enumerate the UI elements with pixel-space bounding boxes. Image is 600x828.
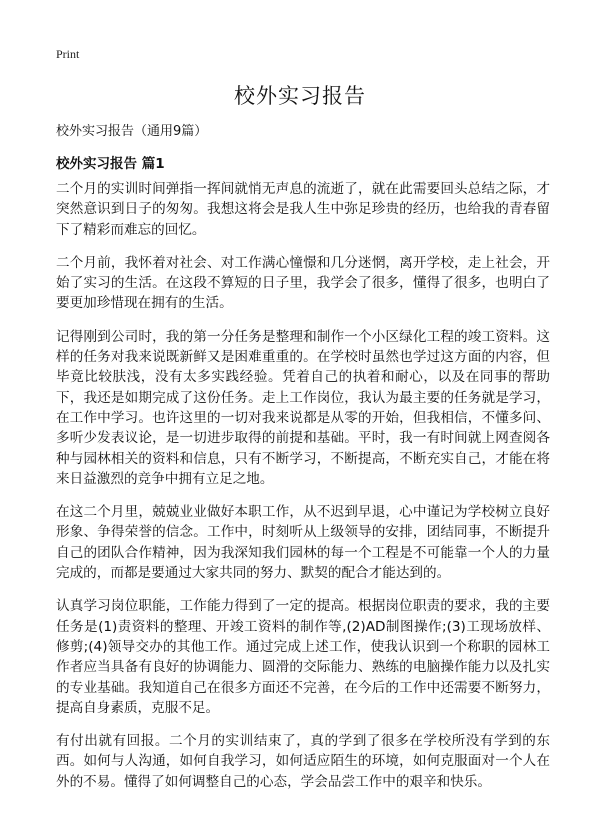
paragraph-4: 在这二个月里，兢兢业业做好本职工作，从不迟到早退，心中谨记为学校树立良好形象、争得荣誉的信念。工作中，时刻听从上级领导的安排，团结同事，不断提升自己的团队合作精神，因为我深知我们园林的每一个工程是不可能靠一个人的力量完成的，而都是要通过大家共同的努力、默契的配合才能达到的。 bbox=[56, 504, 550, 582]
print-link[interactable]: Print bbox=[56, 47, 80, 61]
section-heading: 校外实习报告 篇1 bbox=[56, 156, 165, 172]
paragraph-5: 认真学习岗位职能，工作能力得到了一定的提高。根据岗位职责的要求，我的主要任务是(1)责资料的整理、开竣工资料的制作等,(2)AD制图操作;(3)工现场放样、修剪;(4)领导交办的其他工作。通过完成上述工作，使我认识到一个称职的园林工作者应当具备有良好的协调能力、圆滑的交际能力、熟练的电脑操作能力以及扎实的专业基础。我知道自己在很多方面还不完善，在今后的工作中还需要不断努力，提高自身素质，克服不足。 bbox=[56, 598, 550, 716]
article-body bbox=[56, 179, 550, 805]
paragraph-1: 二个月的实训时间弹指一挥间就悄无声息的流逝了，就在此需要回头总结之际，才突然意识到日子的匆匆。我想这将会是我人生中弥足珍贵的经历，也给我的青春留下了精彩而难忘的回忆。 bbox=[56, 181, 550, 238]
document-subtitle: 校外实习报告（通用9篇） bbox=[56, 124, 208, 139]
paragraph-6: 有付出就有回报。二个月的实训结束了，真的学到了很多在学校所没有学到的东西。如何与人沟通，如何自我学习，如何适应陌生的环境，如何克服面对一个人在外的不易。懂得了如何调整自己的心态，学会品尝工作中的艰辛和快乐。 bbox=[56, 733, 550, 790]
paragraph-2: 二个月前，我怀着对社会、对工作满心憧憬和几分迷惘，离开学校，走上社会，开始了实习的生活。在这段不算短的日子里，我学会了很多，懂得了很多，也明白了要更加珍惜现在拥有的生活。 bbox=[56, 254, 550, 312]
page-title: 校外实习报告 bbox=[234, 84, 366, 108]
paragraph-3: 记得刚到公司时，我的第一分任务是整理和制作一个小区绿化工程的竣工资料。这样的任务对我来说既新鲜又是困难重重的。在学校时虽然也学过这方面的内容，但毕竟比较肤浅，没有太多实践经验。凭着自己的执着和耐心，以及在同事的帮助下，我还是如期完成了这份任务。走上工作岗位，我认为最主要的任务就是学习，在工作中学习。也许这里的一切对我来说都是从零的开始，但我相信，不懂多问、多听少发表议论，是一切进步取得的前提和基础。平时，我一有时间就上网查阅各种与园林相关的资料和信息，只有不断学习，不断提高，不断充实自己，才能在将来日益激烈的竞争中拥有立足之地。 bbox=[56, 328, 550, 487]
